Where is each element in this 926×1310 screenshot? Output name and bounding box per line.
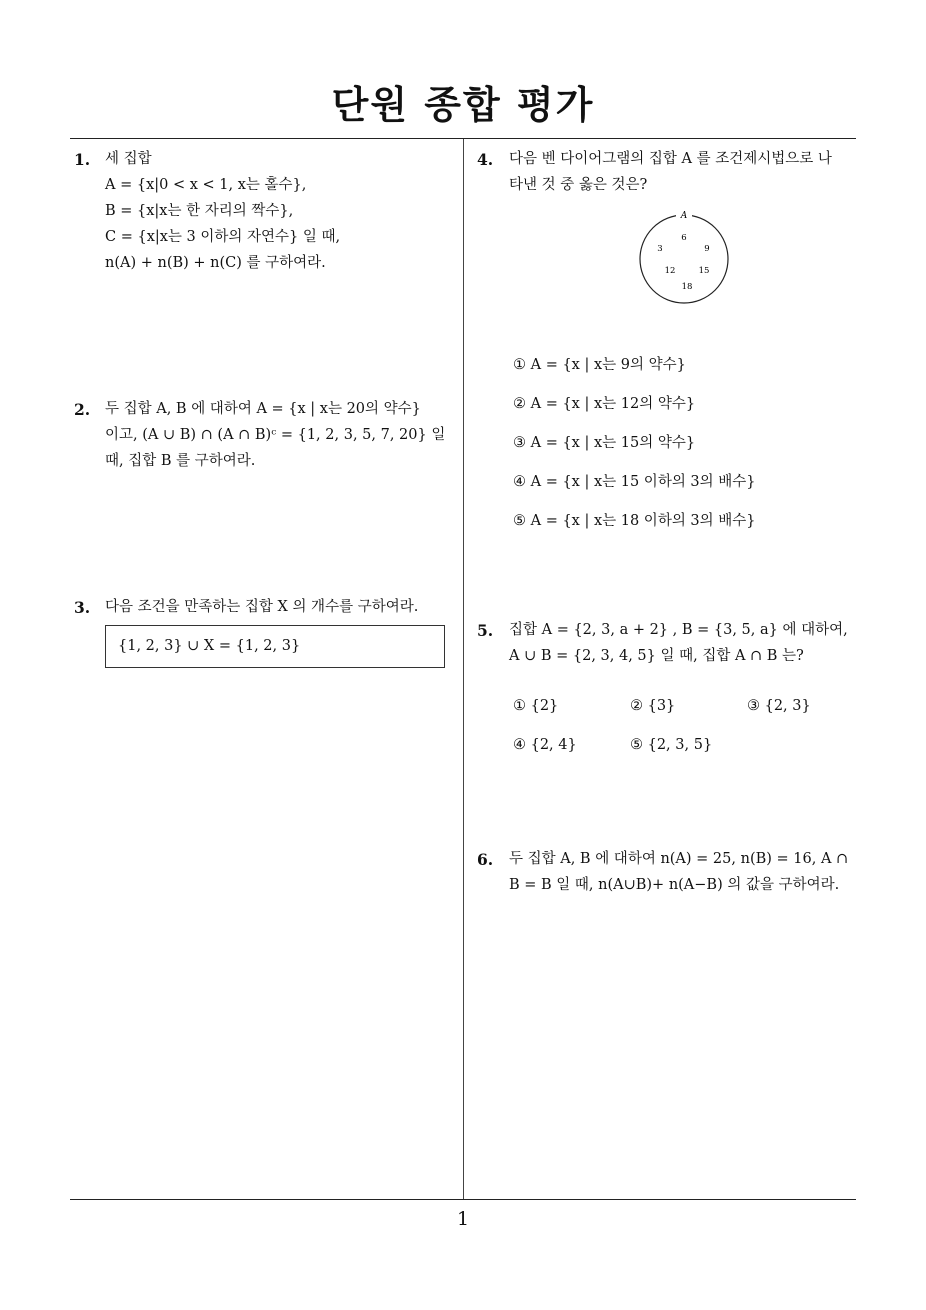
condition-box [105, 625, 445, 668]
question-4-option-3[interactable]: ③ A = {x | x는 15의 약수} [513, 435, 696, 451]
question-5-option-2[interactable]: ② {3} [630, 698, 676, 714]
question-4-option-2[interactable]: ② A = {x | x는 12의 약수} [513, 396, 696, 412]
question-5-line: 집합 A = {2, 3, a + 2} , B = {3, 5, a} 에 대하여, [509, 622, 848, 638]
question-4 [509, 146, 832, 198]
question-3-number: 3. [74, 598, 91, 617]
question-1 [105, 146, 340, 276]
question-5-option-5[interactable]: ⑤ {2, 3, 5} [630, 737, 713, 753]
question-5-line: A ∪ B = {2, 3, 4, 5} 일 때, 집합 A ∩ B 는? [509, 648, 804, 664]
question-4-line: 다음 벤 다이어그램의 집합 A 를 조건제시법으로 나 [509, 151, 832, 167]
question-6-line: 두 집합 A, B 에 대하여 n(A) = 25, n(B) = 16, A ∩ [509, 851, 849, 867]
question-4-number: 4. [477, 150, 494, 169]
column-divider [463, 139, 464, 1200]
question-1-line: B = {x|x는 한 자리의 짝수}, [105, 203, 294, 219]
question-5-number: 5. [477, 621, 494, 640]
venn-element: 15 [698, 266, 710, 276]
venn-element: 18 [681, 282, 693, 292]
question-3-line: 다음 조건을 만족하는 집합 X 의 개수를 구하여라. [105, 599, 419, 615]
question-1-line: 세 집합 [105, 151, 152, 167]
venn-element: 9 [704, 244, 710, 254]
question-5-option-1[interactable]: ① {2} [513, 698, 559, 714]
question-5-option-3[interactable]: ③ {2, 3} [747, 698, 811, 714]
question-1-number: 1. [74, 150, 91, 169]
question-1-line: A = {x|0 < x < 1, x는 홀수}, [105, 177, 307, 193]
question-4-line: 타낸 것 중 옳은 것은? [509, 177, 648, 193]
question-2 [105, 396, 445, 474]
venn-diagram [632, 206, 736, 310]
question-6-number: 6. [477, 850, 494, 869]
question-4-option-5[interactable]: ⑤ A = {x | x는 18 이하의 3의 배수} [513, 513, 756, 529]
question-2-line: 두 집합 A, B 에 대하여 A = {x | x는 20의 약수} [105, 401, 421, 417]
venn-element: 3 [657, 244, 663, 254]
question-2-line: 때, 집합 B 를 구하여라. [105, 453, 256, 469]
venn-element: 12 [664, 266, 676, 276]
venn-element: 6 [681, 233, 687, 243]
question-1-line: C = {x|x는 3 이하의 자연수} 일 때, [105, 229, 341, 245]
footer-divider [70, 1199, 856, 1200]
page-number: 1 [456, 1208, 470, 1230]
condition-text: {1, 2, 3} ∪ X = {1, 2, 3} [118, 638, 301, 654]
question-4-option-4[interactable]: ④ A = {x | x는 15 이하의 3의 배수} [513, 474, 756, 490]
venn-set-label: A [680, 211, 688, 221]
page-title: 단원 종합 평가 [331, 83, 595, 127]
question-3 [105, 594, 418, 620]
question-5 [509, 617, 848, 669]
question-2-line: 이고, (A ∪ B) ∩ (A ∩ B)ᶜ = {1, 2, 3, 5, 7, 20} 일 [105, 427, 446, 443]
question-5-option-4[interactable]: ④ {2, 4} [513, 737, 577, 753]
question-1-line: n(A) + n(B) + n(C) 를 구하여라. [105, 255, 326, 271]
question-6-line: B = B 일 때, n(A∪B)+ n(A−B) 의 값을 구하여라. [509, 877, 840, 893]
question-4-option-1[interactable]: ① A = {x | x는 9의 약수} [513, 357, 686, 373]
question-2-number: 2. [74, 400, 91, 419]
question-6 [509, 846, 848, 898]
